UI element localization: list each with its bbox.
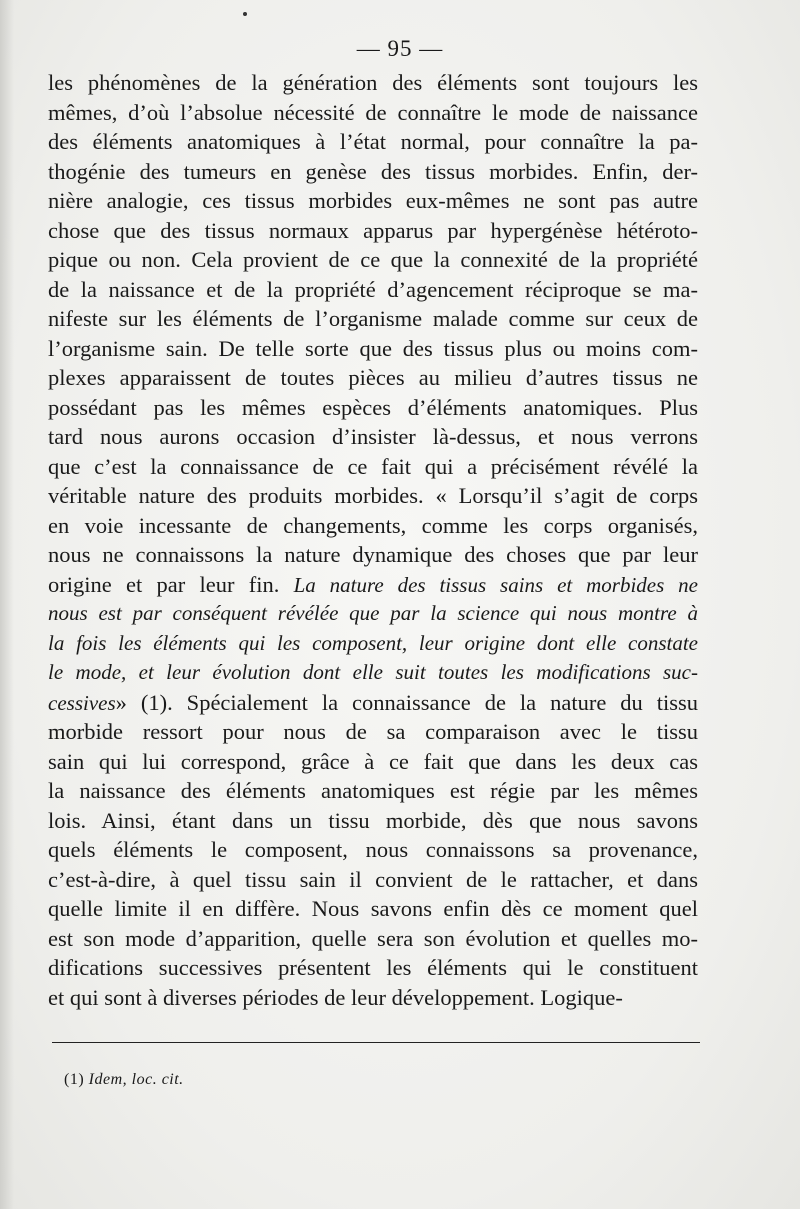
text-line: possédant pas les mêmes espèces d’éléments anatomiques. Plus: [48, 394, 698, 420]
text-line: véritable nature des produits morbides. « Lorsqu’il s’agit de corps: [48, 483, 698, 508]
italic-line: la fois les éléments qui les composent, leur origine dont elle constate: [48, 630, 698, 655]
text-line: thogénie des tumeurs en genèse des tissus morbides. Enfin, der-: [48, 158, 698, 184]
italic-segment: La nature des tissus sains et morbides ne: [293, 572, 698, 597]
roman-segment: origine et par leur fin.: [48, 571, 280, 597]
text-line: quelle limite il en diffère. Nous savons enfin dès ce moment quel: [48, 896, 698, 921]
text-line: mêmes, d’où l’absolue nécessité de connaître le mode de naissance: [48, 99, 698, 125]
text-line: sain qui lui correspond, grâce à ce fait que dans les deux cas: [48, 748, 698, 774]
footnote-text: Idem, loc. cit.: [88, 1071, 184, 1088]
footnote: [64, 1071, 184, 1089]
text-line: difications successives présentent les éléments qui le constituent: [48, 955, 698, 980]
text-line: nière analogie, ces tissus morbides eux-mêmes ne sont pas autre: [48, 188, 698, 213]
text-line: les phénomènes de la génération des éléments sont toujours les: [48, 70, 698, 95]
text-line: que c’est la connaissance de ce fait qui a précisément révélé la: [48, 453, 698, 479]
text-line: et qui sont à diverses périodes de leur développement. Logique-: [48, 984, 623, 1010]
text-line: des éléments anatomiques à l’état normal, pour connaître la pa-: [48, 129, 698, 154]
text-line: de la naissance et de la propriété d’agencement réciproque se ma-: [48, 276, 698, 302]
footnote-marker: (1): [64, 1071, 85, 1088]
text-line-mixed: [48, 570, 698, 600]
page-number: — 95 —: [356, 36, 444, 61]
italic-line: le mode, et leur évolution dont elle suit toutes les modifications suc-: [48, 660, 698, 684]
text-line: la naissance des éléments anatomiques est régie par les mêmes: [48, 778, 698, 803]
text-line-mixed: [48, 688, 698, 718]
text-line: nifeste sur les éléments de l’organisme malade comme sur ceux de: [48, 306, 698, 331]
ink-speck: [243, 12, 247, 16]
text-line: morbide ressort pour nous de sa comparaison avec le tissu: [48, 719, 698, 744]
italic-line: nous est par conséquent révélée que par la science qui nous montre à: [48, 601, 698, 625]
text-line: est son mode d’apparition, quelle sera son évolution et quelles mo-: [48, 925, 698, 951]
text-line: l’organisme sain. De telle sorte que des tissus plus ou moins com-: [48, 335, 698, 361]
body-text: [48, 68, 698, 1012]
text-line: lois. Ainsi, étant dans un tissu morbide, dès que nous savons: [48, 807, 698, 833]
text-line: en voie incessante de changements, comme les corps organisés,: [48, 512, 698, 538]
footnote-divider: [52, 1042, 700, 1043]
page-spine-shadow: [0, 0, 14, 1209]
text-line: plexes apparaissent de toutes pièces au milieu d’autres tissus ne: [48, 365, 698, 390]
text-line: chose que des tissus normaux apparus par hypergénèse hétéroto-: [48, 217, 698, 243]
text-line: c’est-à-dire, à quel tissu sain il convient de le rattacher, et dans: [48, 866, 698, 892]
italic-segment: cessives: [48, 690, 116, 715]
text-line: quels éléments le composent, nous connaissons sa provenance,: [48, 837, 698, 862]
text-line: tard nous aurons occasion d’insister là-dessus, et nous verrons: [48, 424, 698, 449]
roman-segment: » (1). Spécialement la connaissance de la nature du tissu: [115, 689, 698, 715]
text-line: pique ou non. Cela provient de ce que la connexité de la propriété: [48, 247, 698, 272]
text-line: nous ne connaissons la nature dynamique des choses que par leur: [48, 542, 698, 567]
